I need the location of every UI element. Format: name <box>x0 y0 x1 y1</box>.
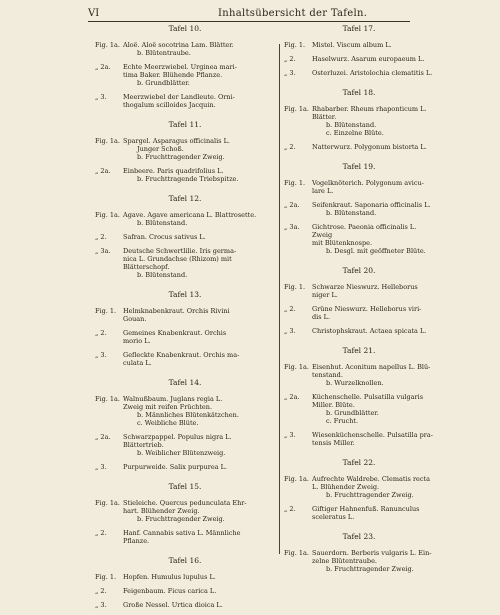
description-line: tensis Miller. <box>312 439 355 447</box>
figure-number: „ 2a. <box>284 393 300 401</box>
sub-figure-line: b. Blütenstand. <box>137 271 188 279</box>
figure-number: Fig. 1a. <box>95 137 120 145</box>
description-line: Seifenkraut. Saponaria officinalis L. <box>312 201 431 209</box>
figure-entry <box>284 305 434 321</box>
description-line: Agave. Agave americana L. Blattrosette. <box>123 211 257 219</box>
figure-number: „ 3. <box>95 601 107 609</box>
description-line: Zweig mit reifen Früchten. <box>123 403 213 411</box>
column-divider <box>279 44 280 554</box>
tafel-heading: Tafel 18. <box>342 88 376 97</box>
figure-description <box>312 223 434 255</box>
figure-entry <box>284 55 434 63</box>
description-line: sceleratus L. <box>312 513 355 521</box>
tafel-heading: Tafel 16. <box>168 556 202 565</box>
figure-number: Fig. 1. <box>284 179 306 187</box>
figure-description <box>312 179 434 195</box>
sub-figure-line: b. Fruchttragender Zweig. <box>326 491 414 499</box>
figure-description <box>123 247 275 279</box>
figure-number: Fig. 1a. <box>284 105 309 113</box>
tafel-heading: Tafel 13. <box>168 290 202 299</box>
figure-entry <box>284 201 434 217</box>
figure-entry <box>95 499 275 523</box>
figure-entry <box>284 393 434 425</box>
sub-figure-line: b. Grundblätter. <box>137 79 190 87</box>
figure-number: „ 2. <box>95 529 107 537</box>
description-line: Gouan. <box>123 315 147 323</box>
tafel-heading: Tafel 17. <box>342 24 376 33</box>
sub-figure-line: b. Fruchttragender Zweig. <box>137 153 225 161</box>
figure-description <box>123 233 275 241</box>
description-line: Blätterschopf. <box>123 263 170 271</box>
figure-number: „ 2. <box>284 305 296 313</box>
description-line: Eisenhut. Aconitum napellus L. Blü- <box>312 363 431 371</box>
figure-number: „ 3. <box>284 327 296 335</box>
right-column <box>284 22 434 579</box>
figure-entry <box>284 549 434 573</box>
figure-number: „ 3. <box>95 93 107 101</box>
page-number: VI <box>88 8 100 19</box>
figure-description <box>123 587 275 595</box>
figure-description <box>123 137 275 161</box>
figure-description <box>123 351 275 367</box>
description-line: Feigenbaum. Ficus carica L. <box>123 587 217 595</box>
figure-description <box>123 529 275 545</box>
description-line: niger L. <box>312 291 338 299</box>
description-line: Osterluzei. Aristolochia clematitis L. <box>312 69 433 77</box>
sub-figure-line: c. Weibliche Blüte. <box>137 419 199 427</box>
figure-description <box>312 505 434 521</box>
figure-description <box>123 499 275 523</box>
tafel-heading: Tafel 10. <box>168 24 202 33</box>
figure-description <box>123 573 275 581</box>
figure-entry <box>95 529 275 545</box>
description-line: Walnußbaum. Juglans regia L. <box>123 395 223 403</box>
figure-entry <box>95 573 275 581</box>
figure-number: „ 2a. <box>95 63 111 71</box>
figure-entry <box>95 329 275 345</box>
figure-entry <box>284 223 434 255</box>
sub-figure-line: b. Grundblätter. <box>326 409 379 417</box>
sub-figure-line: b. Fruchttragender Zweig. <box>137 515 225 523</box>
figure-number: „ 2. <box>95 329 107 337</box>
figure-description <box>312 549 434 573</box>
description-line: thogalum scilloides Jacquin. <box>123 101 216 109</box>
figure-description <box>123 307 275 323</box>
description-line: Giftiger Hahnenfuß. Ranunculus <box>312 505 420 513</box>
figure-entry <box>284 143 434 151</box>
description-line: Mistel. Viscum album L. <box>312 41 392 49</box>
figure-description <box>312 283 434 299</box>
description-line: Echte Meerzwiebel. Urginea mari- <box>123 63 237 71</box>
figure-entry <box>95 247 275 279</box>
sub-figure-line: c. Einzelne Blüte. <box>326 129 384 137</box>
figure-description <box>123 433 275 457</box>
description-line: Meerzwiebel der Landleute. Orni- <box>123 93 235 101</box>
description-line: tima Baker. Blühende Pflanze. <box>123 71 223 79</box>
figure-number: Fig. 1a. <box>95 395 120 403</box>
description-line: Helmknabenkraut. Orchis Rivini <box>123 307 230 315</box>
figure-description <box>312 201 434 217</box>
figure-description <box>123 463 275 471</box>
figure-entry <box>95 93 275 109</box>
figure-number: Fig. 1. <box>95 573 117 581</box>
description-line: tenstand. <box>312 371 343 379</box>
tafel-heading: Tafel 21. <box>342 346 376 355</box>
figure-entry <box>95 41 275 57</box>
figure-entry <box>284 41 434 49</box>
description-line: Gemeines Knabenkraut. Orchis <box>123 329 227 337</box>
figure-number: „ 3. <box>284 69 296 77</box>
figure-number: „ 2a. <box>284 201 300 209</box>
figure-entry <box>95 63 275 87</box>
sub-figure-line: Junger Schoß. <box>137 145 184 153</box>
figure-entry <box>284 179 434 195</box>
description-line: Schwarze Nieswurz. Helleborus <box>312 283 418 291</box>
figure-number: „ 2. <box>95 233 107 241</box>
description-line: nica L. Grundachse (Rhizom) mit <box>123 255 232 263</box>
figure-description <box>312 327 434 335</box>
description-line: Pflanze. <box>123 537 150 545</box>
description-line: lare L. <box>312 187 334 195</box>
figure-description <box>312 69 434 77</box>
description-line: hart. Blühender Zweig. <box>123 507 200 515</box>
sub-figure-line: c. Frucht. <box>326 417 359 425</box>
description-line: Gichtrose. Paeonia officinalis L. Zweig <box>312 223 417 239</box>
description-line: Aloë. Aloë socotrina Lam. Blätter. <box>123 41 234 49</box>
figure-description <box>123 63 275 87</box>
description-line: Gefleckte Knabenkraut. Orchis ma- <box>123 351 240 359</box>
sub-figure-line: b. Wurzelknollen. <box>326 379 384 387</box>
sub-figure-line: b. Weiblicher Blütenzweig. <box>137 449 226 457</box>
tafel-heading: Tafel 11. <box>168 120 202 129</box>
sub-figure-line: b. Blütenstand. <box>137 219 188 227</box>
tafel-heading: Tafel 12. <box>168 194 202 203</box>
figure-number: Fig. 1a. <box>284 549 309 557</box>
description-line: Blättertrieb. <box>123 441 164 449</box>
figure-number: „ 2a. <box>95 433 111 441</box>
description-line: Vogelknöterich. Polygonum avicu- <box>312 179 424 187</box>
figure-entry <box>284 475 434 499</box>
figure-description <box>312 363 434 387</box>
description-line: Safran. Crocus sativus L. <box>123 233 206 241</box>
figure-description <box>312 41 434 49</box>
figure-number: Fig. 1. <box>95 307 117 315</box>
page-title: Inhaltsübersicht der Tafeln. <box>218 8 368 19</box>
figure-description <box>312 393 434 425</box>
figure-number: „ 3. <box>284 431 296 439</box>
figure-description <box>123 601 275 609</box>
figure-description <box>312 55 434 63</box>
figure-description <box>123 329 275 345</box>
description-line: Spargel. Asparagus officinalis L. <box>123 137 230 145</box>
figure-entry <box>284 431 434 447</box>
figure-number: Fig. 1a. <box>95 211 120 219</box>
figure-number: „ 2. <box>284 143 296 151</box>
figure-entry <box>284 105 434 137</box>
description-line: Natterwurz. Polygonum bistorta L. <box>312 143 427 151</box>
figure-description <box>312 475 434 499</box>
description-line: morio L. <box>123 337 151 345</box>
description-line: Christophskraut. Actaea spicata L. <box>312 327 427 335</box>
figure-description <box>312 305 434 321</box>
description-line: Einbeere. Paris quadrifolius L. <box>123 167 224 175</box>
figure-number: „ 2a. <box>95 167 111 175</box>
tafel-heading: Tafel 15. <box>168 482 202 491</box>
sub-figure-line: b. Blütentraube. <box>137 49 191 57</box>
figure-number: „ 3. <box>95 463 107 471</box>
description-line: mit Blütenknospe. <box>312 239 373 247</box>
figure-entry <box>284 69 434 77</box>
figure-description <box>123 395 275 427</box>
figure-number: Fig. 1a. <box>284 475 309 483</box>
figure-number: Fig. 1a. <box>95 41 120 49</box>
description-line: Grüne Nieswurz. Helleborus viri- <box>312 305 422 313</box>
figure-number: Fig. 1. <box>284 41 306 49</box>
sub-figure-line: b. Fruchttragende Triebspitze. <box>137 175 239 183</box>
figure-description <box>312 143 434 151</box>
figure-entry <box>284 363 434 387</box>
sub-figure-line: b. Desgl. mit geöffneter Blüte. <box>326 247 426 255</box>
figure-description <box>312 431 434 447</box>
figure-number: „ 3a. <box>284 223 300 231</box>
figure-entry <box>95 233 275 241</box>
figure-entry <box>95 307 275 323</box>
description-line: Purpurweide. Salix purpurea L. <box>123 463 228 471</box>
figure-number: „ 2. <box>284 505 296 513</box>
description-line: Miller. Blüte. <box>312 401 355 409</box>
figure-entry <box>95 395 275 427</box>
sub-figure-line: b. Blütenstand. <box>326 209 377 217</box>
figure-description <box>123 41 275 57</box>
figure-description <box>123 93 275 109</box>
description-line: culata L. <box>123 359 152 367</box>
figure-number: Fig. 1. <box>284 283 306 291</box>
figure-entry <box>284 505 434 521</box>
description-line: Schwarzpappel. Populus nigra L. <box>123 433 232 441</box>
description-line: Deutsche Schwertlilie. Iris germa- <box>123 247 237 255</box>
figure-description <box>123 211 275 227</box>
description-line: zelne Blütentraube. <box>312 557 377 565</box>
description-line: Rhabarber. Rheum rhaponticum L. <box>312 105 427 113</box>
figure-number: Fig. 1a. <box>95 499 120 507</box>
tafel-heading: Tafel 14. <box>168 378 202 387</box>
figure-number: „ 2. <box>284 55 296 63</box>
description-line: L. Blühender Zweig. <box>312 483 380 491</box>
figure-entry <box>95 167 275 183</box>
tafel-heading: Tafel 22. <box>342 458 376 467</box>
description-line: Wiesenküchenschelle. Pulsatilla pra- <box>312 431 433 439</box>
figure-number: Fig. 1a. <box>284 363 309 371</box>
description-line: Große Nessel. Urtica dioica L. <box>123 601 223 609</box>
description-line: Hopfen. Humulus lupulus L. <box>123 573 216 581</box>
tafel-heading: Tafel 19. <box>342 162 376 171</box>
figure-number: „ 3. <box>95 351 107 359</box>
figure-number: „ 3a. <box>95 247 111 255</box>
description-line: Haselwurz. Asarum europaeum L. <box>312 55 425 63</box>
description-line: Sauerdorn. Berberis vulgaris L. Ein- <box>312 549 432 557</box>
figure-entry <box>95 433 275 457</box>
figure-entry <box>95 351 275 367</box>
left-column <box>95 22 275 615</box>
description-line: Aufrechte Waldrebe. Clematis recta <box>312 475 431 483</box>
tafel-heading: Tafel 20. <box>342 266 376 275</box>
figure-number: „ 2. <box>95 587 107 595</box>
figure-description <box>123 167 275 183</box>
sub-figure-line: b. Blütenstand. <box>326 121 377 129</box>
figure-entry <box>95 463 275 471</box>
figure-entry <box>95 211 275 227</box>
description-line: Hanf. Cannabis sativa L. Männliche <box>123 529 241 537</box>
figure-entry <box>284 327 434 335</box>
description-line: dis L. <box>312 313 331 321</box>
description-line: Stieleiche. Quercus pedunculata Ehr- <box>123 499 247 507</box>
sub-figure-line: b. Fruchttragender Zweig. <box>326 565 414 573</box>
figure-entry <box>284 283 434 299</box>
figure-description <box>312 105 434 137</box>
figure-entry <box>95 601 275 609</box>
figure-entry <box>95 587 275 595</box>
figure-entry <box>95 137 275 161</box>
sub-figure-line: b. Männliches Blütenkätzchen. <box>137 411 239 419</box>
description-line: Blätter. <box>312 113 337 121</box>
tafel-heading: Tafel 23. <box>342 532 376 541</box>
description-line: Küchenschelle. Pulsatilla vulgaris <box>312 393 424 401</box>
